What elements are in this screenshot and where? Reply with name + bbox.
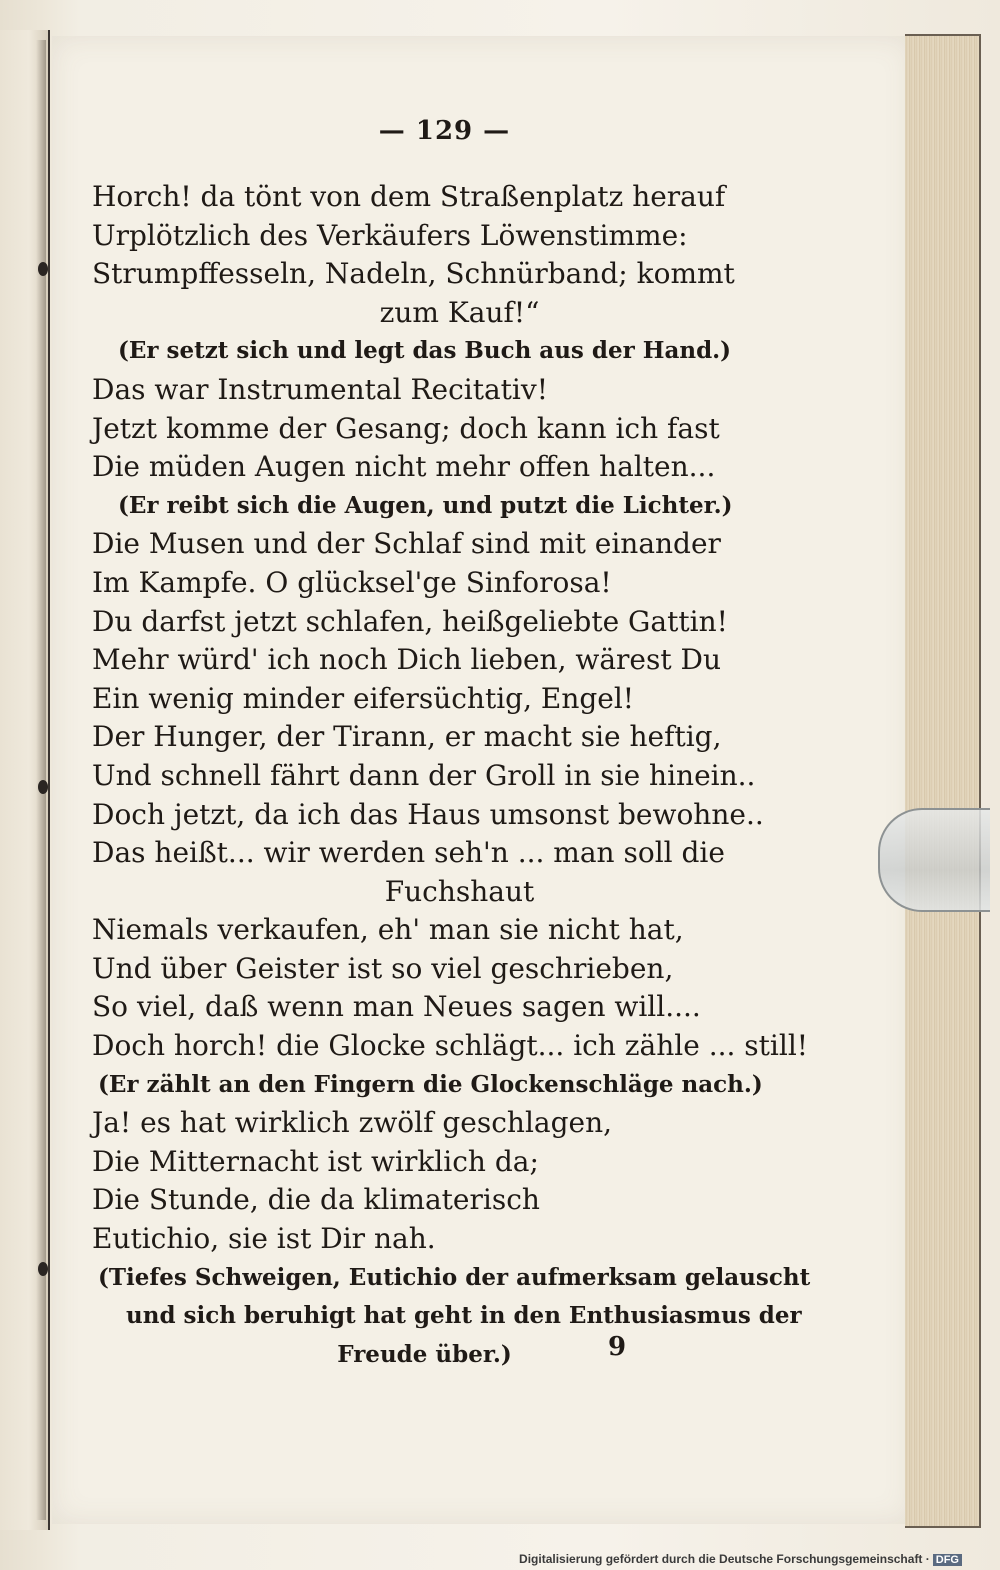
dfg-logo: DFG bbox=[933, 1554, 962, 1566]
verse-line: So viel, daß wenn man Neues sagen will.... bbox=[92, 990, 701, 1024]
binding-hole bbox=[38, 1262, 48, 1276]
verse-line-continuation: zum Kauf!“ bbox=[379, 295, 540, 329]
verse-line: Und schnell fährt dann der Groll in sie hinein.. bbox=[92, 758, 756, 792]
verse-line: Der Hunger, der Tirann, er macht sie heftig, bbox=[92, 720, 722, 754]
credit-text: Digitalisierung gefördert durch die Deutsche Forschungsgemeinschaft · bbox=[519, 1552, 930, 1566]
verse-line: Doch horch! die Glocke schlägt... ich zähle ... still! bbox=[92, 1029, 809, 1063]
page-clip bbox=[878, 808, 990, 912]
page-text bbox=[92, 116, 811, 1374]
verse-line: Doch jetzt, da ich das Haus umsonst bewohne.. bbox=[92, 797, 764, 831]
verse-line: Ja! es hat wirklich zwölf geschlagen, bbox=[92, 1106, 613, 1140]
binding-hole bbox=[38, 780, 48, 794]
verse-line: Die Mitternacht ist wirklich da; bbox=[92, 1144, 539, 1178]
page-number: — 129 — bbox=[378, 116, 511, 146]
verse-line-continuation: Fuchshaut bbox=[384, 874, 535, 908]
stage-direction: (Er zählt an den Fingern die Glockenschläge nach.) bbox=[98, 1070, 763, 1098]
verse-line: Strumpffesseln, Nadeln, Schnürband; kommt bbox=[92, 257, 735, 291]
verse-line: Du darfst jetzt schlafen, heißgeliebte Gattin! bbox=[92, 604, 728, 638]
verse-line: Im Kampfe. O glücksel'ge Sinforosa! bbox=[92, 565, 612, 599]
verse-line: Die Stunde, die da klimaterisch bbox=[92, 1183, 540, 1217]
verse-line: Niemals verkaufen, eh' man sie nicht hat, bbox=[92, 913, 684, 947]
verse-line: Die Musen und der Schlaf sind mit einander bbox=[92, 527, 721, 561]
verse-lines bbox=[92, 178, 811, 1374]
page-stack-edges bbox=[905, 34, 981, 1528]
binding-hole bbox=[38, 262, 48, 276]
verse-line: Urplötzlich des Verkäufers Löwenstimme: bbox=[92, 218, 688, 252]
verse-line: Eutichio, sie ist Dir nah. bbox=[92, 1222, 436, 1256]
verse-line: Das heißt... wir werden seh'n ... man soll die bbox=[92, 836, 725, 870]
verse-line: Und über Geister ist so viel geschrieben, bbox=[92, 951, 674, 985]
stage-direction: (Er setzt sich und legt das Buch aus der Hand.) bbox=[118, 337, 732, 365]
stage-direction: (Tiefes Schweigen, Eutichio der aufmerksam gelauscht bbox=[98, 1263, 811, 1291]
stage-direction-continuation: Freude über.) 9 bbox=[92, 1336, 757, 1375]
verse-line: Die müden Augen nicht mehr offen halten... bbox=[92, 450, 716, 484]
verse-line: Jetzt komme der Gesang; doch kann ich fast bbox=[92, 411, 720, 445]
signature-mark: 9 bbox=[608, 1331, 627, 1362]
verse-line: Das war Instrumental Recitativ! bbox=[92, 372, 548, 406]
digitization-credit bbox=[519, 1552, 962, 1566]
stage-direction: (Er reibt sich die Augen, und putzt die Lichter.) bbox=[118, 491, 733, 519]
stage-direction-continuation: und sich beruhigt hat geht in den Enthusiasmus der bbox=[126, 1302, 802, 1330]
verse-line: Horch! da tönt von dem Straßenplatz herauf bbox=[92, 180, 726, 213]
verse-line: Mehr würd' ich noch Dich lieben, wärest Du bbox=[92, 643, 721, 677]
verse-line: Ein wenig minder eifersüchtig, Engel! bbox=[92, 681, 635, 715]
